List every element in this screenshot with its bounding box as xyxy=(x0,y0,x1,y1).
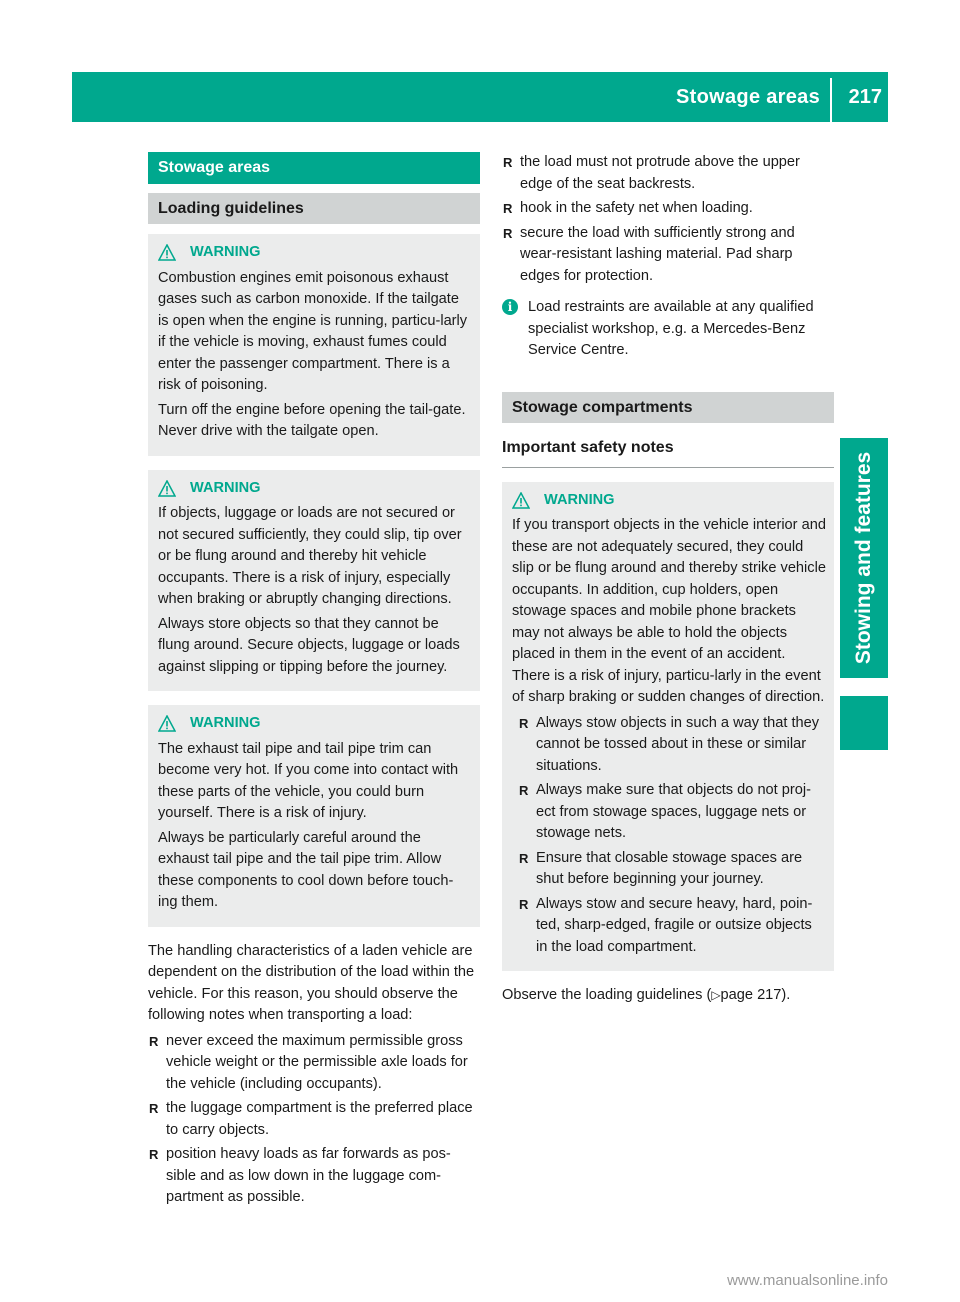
bullet-list xyxy=(502,152,834,287)
warning-header xyxy=(512,490,826,512)
sub-title-stowage-compartments: Stowage compartments xyxy=(502,392,834,424)
warning-box-unsecured-objects xyxy=(148,470,480,692)
footer-watermark: www.manualsonline.info xyxy=(727,1272,888,1289)
page-reference-arrow-icon: ▷ xyxy=(711,988,721,1002)
warning-label: WARNING xyxy=(190,715,261,731)
warning-box-exhaust-hot xyxy=(148,705,480,927)
bullet-list xyxy=(148,1031,480,1209)
section-title: Stowage areas xyxy=(148,152,480,184)
header-separator xyxy=(830,78,832,122)
footer xyxy=(0,1262,960,1302)
warning-text: If objects, luggage or loads are not secured or not secured sufficiently, they could slip, tip over or be flung around and thereby hit vehicle occupants. There is a risk of injury, especially when braking or abruptly changing directions. xyxy=(158,505,462,607)
page-number: 217 xyxy=(848,86,882,108)
warning-text: Turn off the engine before opening the tail-gate. Never drive with the tailgate open. xyxy=(158,401,466,439)
list-item: R Always stow and secure heavy, hard, poin-ted, sharp-edged, fragile or outsize objects in the load compartment. xyxy=(512,894,826,959)
warning-text: If you transport objects in the vehicle interior and these are not adequately secured, they could slip or be flung around and thereby strike vehicle occupants. In addition, cup holders, open stowage spaces and mobile phone brackets may not always be able to hold the objects placed in them in the event of an accident. There is a risk of injury, particu-larly in the event of sharp braking or sudden changes of direction. xyxy=(512,517,826,705)
bullet-list xyxy=(512,713,826,959)
list-item: R Always make sure that objects do not proj-ect from stowage spaces, luggage nets or stowage nets. xyxy=(512,780,826,845)
list-item: R position heavy loads as far forwards as pos-sible and as low down in the luggage com-partment as possible. xyxy=(148,1144,480,1209)
warning-triangle-icon xyxy=(512,492,530,509)
warning-header xyxy=(158,713,472,735)
page-reference-link[interactable]: page 217). xyxy=(720,987,791,1003)
warning-text: Combustion engines emit poisonous exhaust gases such as carbon monoxide. If the tailgate is open when the engine is running, particu-larly if the vehicle is moving, exhaust fumes could enter the passenger compartment. There is a risk of poisoning. xyxy=(158,269,468,393)
list-item: R the load must not protrude above the upper edge of the seat backrests. xyxy=(502,152,834,195)
info-text: Load restraints are available at any qualified specialist workshop, e.g. a Mercedes-Benz Service Centre. xyxy=(528,299,814,358)
body-paragraph: The handling characteristics of a laden vehicle are dependent on the distribution of the load within the vehicle. For this reason, you should observe the following notes when transporting a load: xyxy=(148,942,475,1023)
header-bar xyxy=(72,72,888,122)
list-item: R hook in the safety net when loading. xyxy=(502,198,834,220)
warning-text: The exhaust tail pipe and tail pipe trim can become very hot. If you come into contact with these parts of the vehicle, you could burn yourself. There is a risk of injury. xyxy=(158,740,459,821)
warning-label: WARNING xyxy=(190,244,261,260)
observe-paragraph xyxy=(502,985,834,1007)
observe-text: Observe the loading guidelines ( xyxy=(502,987,712,1003)
sub-heading-safety-notes: Important safety notes xyxy=(502,433,834,468)
side-tab-label: Stowing and features xyxy=(852,451,875,665)
info-note xyxy=(502,297,834,362)
list-item: R the luggage compartment is the preferred place to carry objects. xyxy=(148,1098,480,1141)
list-item: R Ensure that closable stowage spaces are shut before beginning your journey. xyxy=(512,848,826,891)
warning-text: Always store objects so that they cannot be flung around. Secure objects, luggage or loads against slipping or tipping before the journey. xyxy=(158,615,460,675)
warning-triangle-icon xyxy=(158,244,176,261)
warning-box-interior-objects xyxy=(502,482,834,972)
header-title: Stowage areas xyxy=(676,86,820,108)
sub-title-loading-guidelines: Loading guidelines xyxy=(148,193,480,225)
list-item: R secure the load with sufficiently strong and wear-resistant lashing material. Pad sharp edges for protection. xyxy=(502,223,834,288)
warning-text: Always be particularly careful around the exhaust tail pipe and the tail pipe trim. Allow these components to cool down before touch-ing them. xyxy=(158,829,454,910)
warning-header xyxy=(158,478,472,500)
warning-triangle-icon xyxy=(158,715,176,732)
info-icon: i xyxy=(502,299,518,315)
left-column xyxy=(148,152,480,1212)
warning-label: WARNING xyxy=(544,491,615,508)
warning-label: WARNING xyxy=(190,479,261,496)
warning-header xyxy=(158,242,472,264)
warning-box-poisoning xyxy=(148,234,480,456)
warning-triangle-icon xyxy=(158,480,176,497)
right-column xyxy=(502,152,834,1007)
side-marker-block xyxy=(840,696,888,750)
list-item: R Always stow objects in such a way that they cannot be tossed about in these or similar situations. xyxy=(512,713,826,778)
list-item: R never exceed the maximum permissible gross vehicle weight or the permissible axle loads for the vehicle (including occupants). xyxy=(148,1031,480,1096)
